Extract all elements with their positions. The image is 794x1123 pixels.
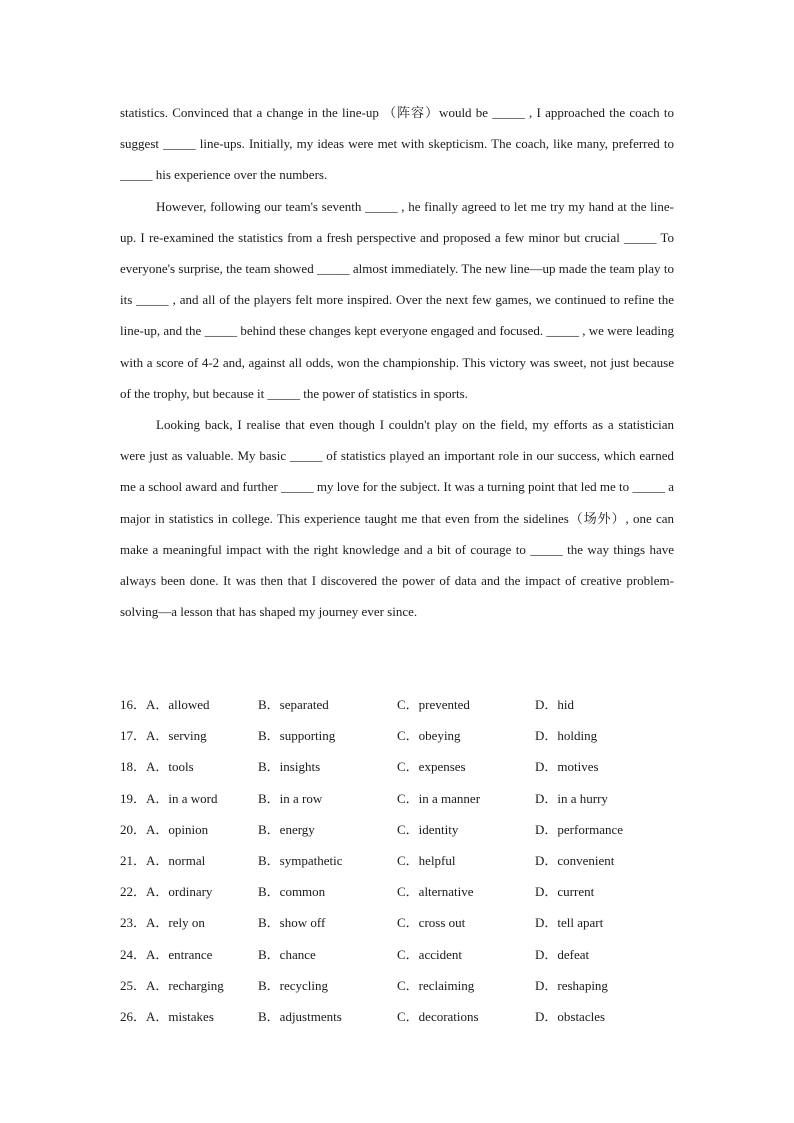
option-b: B．adjustments bbox=[258, 1008, 342, 1024]
option-a: 21．A．normal bbox=[120, 852, 206, 868]
option-a: 22．A．ordinary bbox=[120, 884, 213, 900]
question-row bbox=[120, 689, 680, 720]
option-b: B．insights bbox=[258, 759, 321, 775]
option-b: B．common bbox=[258, 884, 326, 900]
option-d: D．hid bbox=[535, 697, 575, 712]
option-c: C．expenses bbox=[397, 759, 466, 775]
option-d: D．defeat bbox=[535, 946, 590, 962]
option-c: C．in a manner bbox=[397, 790, 481, 806]
question-row bbox=[120, 845, 680, 876]
option-d: D．convenient bbox=[535, 852, 615, 868]
option-a: 23．A．rely on bbox=[120, 915, 205, 931]
option-b: B．show off bbox=[258, 915, 326, 931]
option-c: C．prevented bbox=[397, 697, 470, 712]
option-c: C．obeying bbox=[397, 728, 461, 744]
option-c: C．alternative bbox=[397, 884, 474, 900]
question-row bbox=[120, 939, 680, 970]
option-d: D．in a hurry bbox=[535, 790, 608, 806]
question-row bbox=[120, 907, 680, 938]
option-a: 18．A．tools bbox=[120, 759, 194, 775]
question-row bbox=[120, 720, 680, 751]
question-row bbox=[120, 783, 680, 814]
option-d: D．holding bbox=[535, 728, 598, 744]
paragraph-3: Looking back, I realise that even though I couldn't play on the field, my efforts as a statistician were just as valuable. My basic _____ of statistics played an important role in our success, which earned me a school award and further _____ my love for the subject. It was a turning point that led me to _____ a major in statistics in college. This experience taught me that even from the sidelines（场外）, one can make a meaningful impact with the right knowledge and a bit of courage to _____ the way things have always been done. It was then that I discovered the power of data and the impact of creative problem-solving—a lesson that has shaped my journey ever since. bbox=[120, 417, 674, 620]
option-a: 19．A．in a word bbox=[120, 790, 218, 806]
question-row bbox=[120, 814, 680, 845]
question-row bbox=[120, 1001, 680, 1032]
option-c: C．identity bbox=[397, 821, 459, 837]
option-c: C．helpful bbox=[397, 852, 456, 868]
option-c: C．reclaiming bbox=[397, 977, 475, 993]
option-c: C．decorations bbox=[397, 1008, 479, 1024]
option-b: B．chance bbox=[258, 946, 316, 962]
answer-options bbox=[120, 689, 680, 1032]
question-row bbox=[120, 876, 680, 907]
option-d: D．current bbox=[535, 884, 595, 900]
option-a: 26．A．mistakes bbox=[120, 1008, 214, 1024]
option-b: B．separated bbox=[258, 697, 329, 712]
paragraph-1: statistics. Convinced that a change in the line-up （阵容）would be _____ , I approached the coach to suggest _____ line-ups. Initially, my ideas were met with skepticism. The coach, like many, preferred to _____ his experience over the numbers. bbox=[120, 105, 674, 183]
option-d: D．performance bbox=[535, 821, 624, 837]
option-a: 25．A．recharging bbox=[120, 977, 224, 993]
option-c: C．accident bbox=[397, 946, 462, 962]
option-c: C．cross out bbox=[397, 915, 466, 931]
question-row bbox=[120, 970, 680, 1001]
option-d: D．motives bbox=[535, 759, 599, 775]
option-a: 17．A．serving bbox=[120, 728, 207, 744]
paragraph-2: However, following our team's seventh _____ , he finally agreed to let me try my hand at the line-up. I re-examined the statistics from a fresh perspective and proposed a few minor but crucial _____ To everyone's surprise, the team showed _____ almost immediately. The new line—up made the team play to its _____ , and all of the players felt more inspired. Over the next few games, we continued to refine the line-up, and the _____ behind these changes kept everyone engaged and focused. _____ , we were leading with a score of 4-2 and, against all odds, won the championship. This victory was sweet, not just because of the trophy, but because it _____ the power of statistics in sports. bbox=[120, 198, 674, 401]
question-row bbox=[120, 751, 680, 782]
option-b: B．in a row bbox=[258, 790, 323, 806]
option-a: 20．A．opinion bbox=[120, 821, 209, 837]
option-d: D．obstacles bbox=[535, 1008, 606, 1024]
option-a: 24．A．entrance bbox=[120, 946, 213, 962]
option-b: B．energy bbox=[258, 821, 315, 837]
option-b: B．sympathetic bbox=[258, 852, 343, 868]
option-b: B．recycling bbox=[258, 977, 329, 993]
option-d: D．reshaping bbox=[535, 977, 608, 993]
option-a: 16．A．allowed bbox=[120, 697, 210, 712]
option-b: B．supporting bbox=[258, 728, 336, 744]
passage bbox=[120, 97, 674, 627]
option-d: D．tell apart bbox=[535, 915, 604, 931]
